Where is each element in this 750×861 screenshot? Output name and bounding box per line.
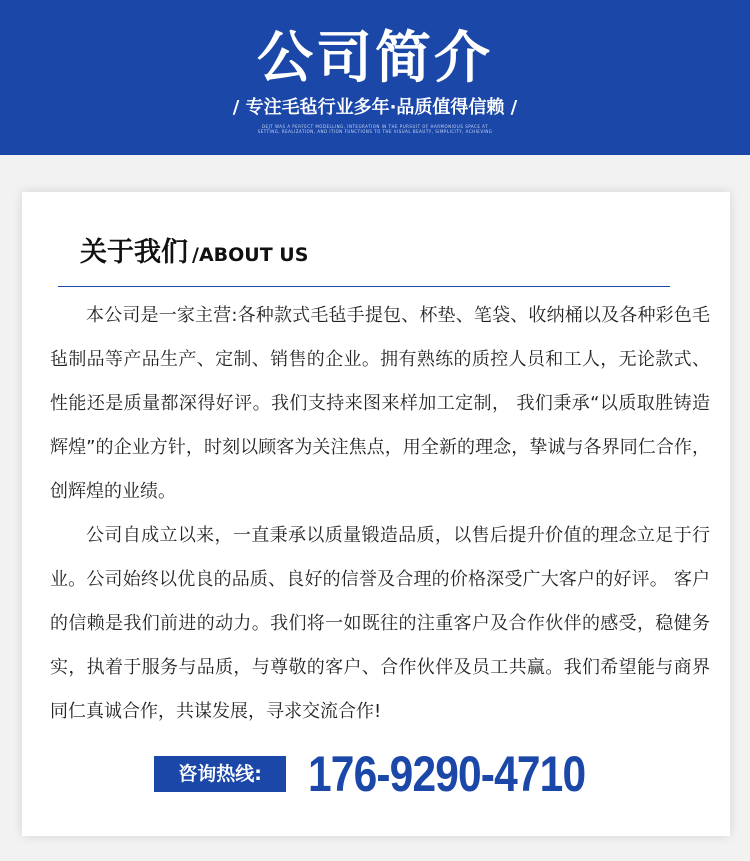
banner-fine-print: DEJT WAS A PERFECT MODELLING, INTEGRATION IN THE PURSUIT OF HARMONIOUS SPACE AT SETTING, REALIZATION, AND ITION FUNCTIONS TO THE VISUAL BEAUTY, SIMPLICITY, ACHIEVING <box>257 124 493 134</box>
header-banner <box>0 0 750 155</box>
about-heading-en: /ABOUT US <box>192 244 309 266</box>
intro-paragraph-2: 公司自成立以来，一直秉承以质量锻造品质，以售后提升价值的理念立足于行业。公司始终以优良的品质、良好的信誉及合理的价格深受广大客户的好评。 客户的信赖是我们前进的动力。我们将一如既往的注重客户及合作伙伴的感受，稳健务实，执着于服务与品质，与尊敬的客户、合作伙伴及员工共赢。我们希望能与商界同仁真诚合作，共谋发展，寻求交流合作! <box>50 525 710 722</box>
heading-divider <box>58 286 670 287</box>
hotline <box>154 745 634 803</box>
hotline-phone-number[interactable]: 176-9290-4710 <box>308 746 586 802</box>
banner-subtitle: / 专注毛毡行业多年·品质值得信赖 / <box>232 97 518 118</box>
about-heading-cn: 关于我们 <box>80 237 188 268</box>
page-title: 公司简介 <box>257 26 493 91</box>
intro-paragraph-1: 本公司是一家主营:各种款式毛毡手提包、杯垫、笔袋、收纳桶以及各种彩色毛毡制品等产品生产、定制、销售的企业。拥有熟练的质控人员和工人，无论款式、性能还是质量都深得好评。我们支持来图来样加工定制， 我们秉承“以质取胜铸造辉煌”的企业方针，时刻以顾客为关注焦点，用全新的理念，挚诚与各界同仁合作，创辉煌的业绩。 <box>50 305 710 502</box>
about-heading <box>80 230 308 269</box>
hotline-label: 咨询热线: <box>154 756 286 792</box>
content-card <box>22 192 730 836</box>
